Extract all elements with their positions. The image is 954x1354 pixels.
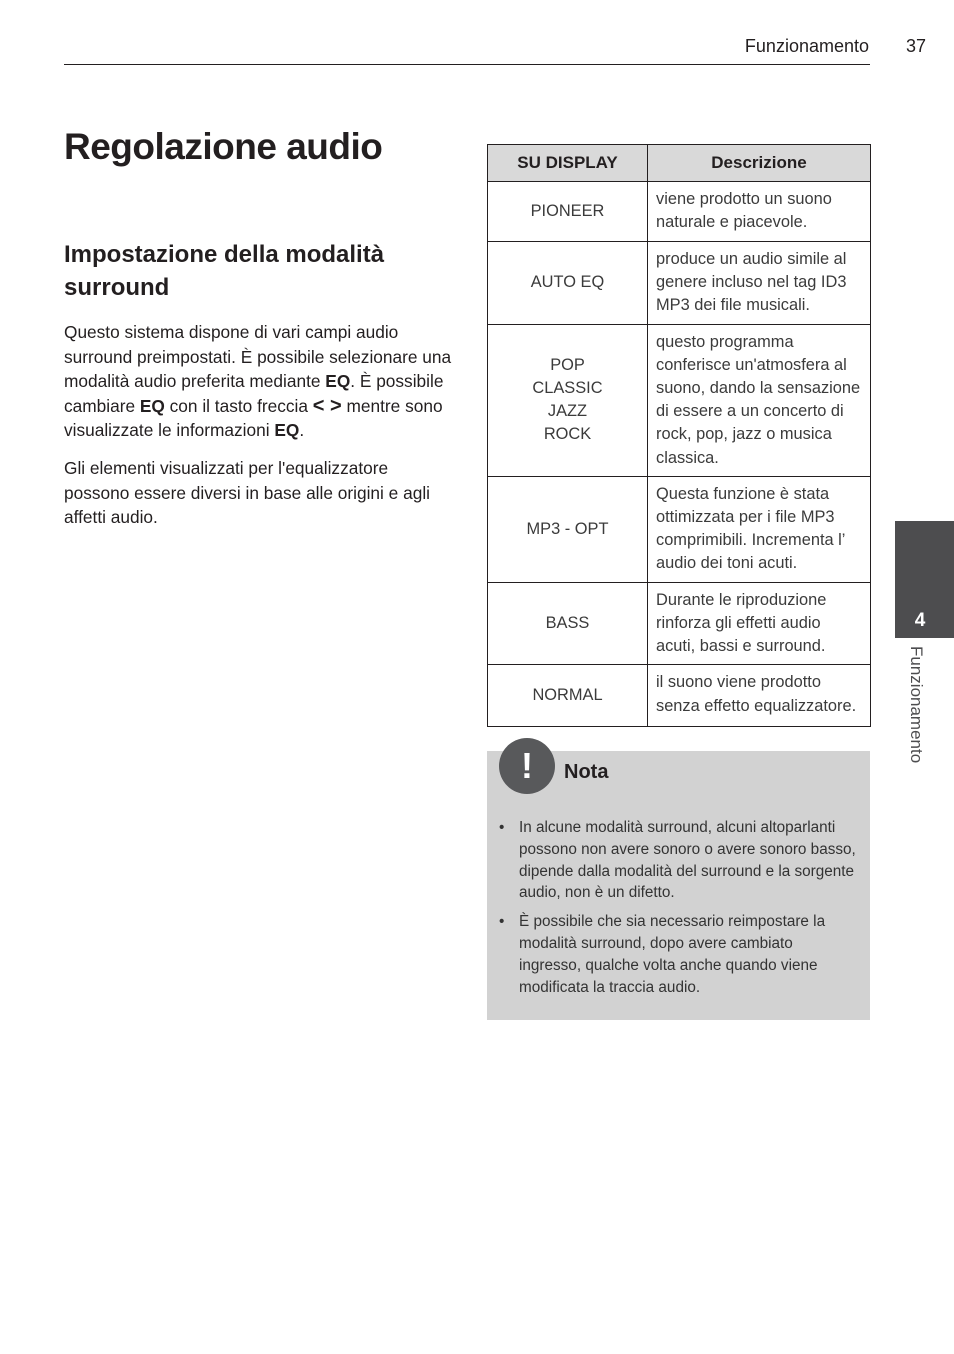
mode-cell: [488, 665, 648, 727]
mode-label: BASS: [545, 614, 590, 633]
mode-label: PIONEER: [530, 201, 605, 220]
page-number: 37: [906, 36, 927, 56]
note-title: Nota: [564, 761, 609, 783]
description-cell: Durante le riproduzione rinforza gli effetti audio acuti, bassi e surround.: [648, 582, 871, 665]
eq-keyword: EQ: [274, 420, 300, 440]
arrow-keys-symbol: < >: [312, 394, 342, 417]
mode-cell: [488, 324, 648, 476]
header-divider: [64, 64, 870, 65]
table-header-row: [488, 145, 871, 182]
mode-cell: [488, 582, 648, 665]
table-row: [488, 582, 871, 665]
description-cell: Questa funzione è stata ottimizzata per i file MP3 comprimibili. Incrementa l’ audio dei toni acuti.: [648, 476, 871, 582]
note-list: [499, 817, 859, 1005]
note-item: [499, 817, 859, 904]
running-header-section: Funzionamento: [744, 36, 869, 56]
column-header-description: Descrizione: [648, 145, 871, 182]
eq-keyword: EQ: [139, 395, 165, 416]
description-cell: il suono viene prodotto senza effetto equalizzatore.: [648, 665, 871, 727]
mode-label: MP3 - OPT: [526, 519, 609, 538]
exclamation-icon: !: [499, 738, 555, 794]
mode-label: JAZZ: [547, 402, 588, 421]
mode-cell: [488, 242, 648, 325]
mode-cell: [488, 476, 648, 582]
bullet-icon: •: [499, 819, 505, 836]
mode-label: NORMAL: [532, 686, 603, 705]
note-item-text: In alcune modalità surround, alcuni altoparlanti possono non avere sonoro o avere sonoro basso, dipende dalla modalità del surround e la sorgente audio, non è un difetto.: [519, 819, 856, 902]
section-title: Impostazione della modalità surround: [64, 241, 385, 301]
equalizer-note-paragraph: Gli elementi visualizzati per l'equalizzatore possono essere diversi in base alle origini e agli affetti audio.: [64, 458, 430, 527]
intro-text-5: .: [299, 420, 305, 440]
intro-text-1: Questo sistema dispone di vari campi audio surround preimpostati. È possibile selezionare una modalità audio preferita mediante: [64, 322, 452, 391]
column-header-display: SU DISPLAY: [488, 145, 648, 182]
mode-label: AUTO EQ: [530, 273, 605, 292]
mode-label: POP: [550, 355, 585, 374]
chapter-tab: [895, 521, 954, 638]
table-row: [488, 242, 871, 325]
mode-label: CLASSIC: [532, 379, 603, 398]
page-title: Regolazione audio: [64, 126, 383, 167]
note-item-text: È possibile che sia necessario reimpostare la modalità surround, dopo avere cambiato ingresso, qualche volta anche quando viene modificata la traccia audio.: [519, 913, 826, 996]
intro-text-2: . È possibile cambiare: [64, 371, 444, 416]
table-row: [488, 182, 871, 242]
chapter-label: Funzionamento: [907, 646, 926, 764]
eq-modes-table: [487, 144, 871, 727]
mode-label: ROCK: [543, 425, 592, 444]
note-box: [487, 745, 870, 1020]
intro-text-4: mentre sono visualizzate le informazioni: [64, 395, 443, 440]
table-row: [488, 324, 871, 476]
intro-paragraph: [64, 320, 456, 443]
bullet-icon: •: [499, 913, 505, 931]
note-item: [499, 911, 859, 998]
description-cell: produce un audio simile al genere incluso nel tag ID3 MP3 dei file musicali.: [648, 242, 871, 325]
mode-cell: [488, 182, 648, 242]
description-cell: viene prodotto un suono naturale e piacevole.: [648, 182, 871, 242]
chapter-number: 4: [914, 610, 926, 631]
eq-keyword: EQ: [325, 371, 351, 391]
table-row: [488, 476, 871, 582]
table-row: [488, 665, 871, 727]
intro-text-3: con il tasto freccia: [164, 395, 313, 416]
description-cell: questo programma conferisce un'atmosfera al suono, dando la sensazione di essere a un concerto di rock, pop, jazz o musica classica.: [648, 324, 871, 476]
